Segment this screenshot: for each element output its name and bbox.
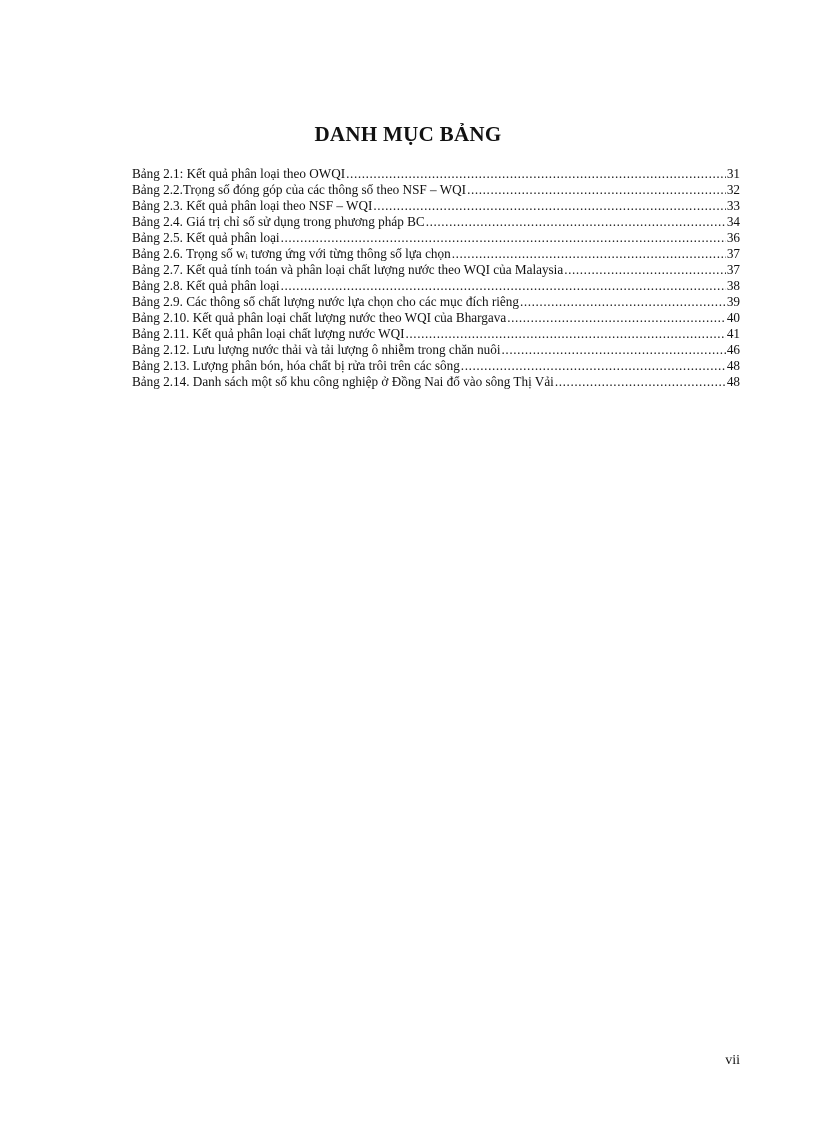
entry-page: 39 <box>726 294 740 309</box>
entry-page: 37 <box>726 262 740 277</box>
entry-label: Bảng 2.8. Kết quả phân loại <box>132 278 280 293</box>
dot-leader <box>564 262 726 278</box>
entry-page: 31 <box>726 166 740 181</box>
entry-page: 37 <box>726 246 740 261</box>
entry-page: 48 <box>726 358 740 373</box>
entry-label: Bảng 2.2.Trọng số đóng góp của các thông số theo NSF – WQI <box>132 182 467 197</box>
dot-leader <box>507 310 726 326</box>
dot-leader <box>461 358 726 374</box>
entry-page: 40 <box>726 310 740 325</box>
entry-page: 48 <box>726 374 740 389</box>
entry-label: Bảng 2.12. Lưu lượng nước thải và tải lượng ô nhiễm trong chăn nuôi <box>132 342 501 357</box>
entry-label: Bảng 2.4. Giá trị chỉ số sử dụng trong phương pháp BC <box>132 214 425 229</box>
dot-leader <box>452 246 726 262</box>
entry-page: 46 <box>726 342 740 357</box>
dot-leader <box>281 278 726 294</box>
list-item[interactable] <box>132 198 740 214</box>
entry-label: Bảng 2.11. Kết quả phân loại chất lượng nước WQI <box>132 326 405 341</box>
entry-label: Bảng 2.13. Lượng phân bón, hóa chất bị rửa trôi trên các sông <box>132 358 460 373</box>
entry-page: 34 <box>726 214 740 229</box>
list-item[interactable] <box>132 342 740 358</box>
entry-label: Bảng 2.5. Kết quả phân loại <box>132 230 280 245</box>
entry-label: Bảng 2.3. Kết quả phân loại theo NSF – WQI <box>132 198 373 213</box>
list-item[interactable] <box>132 262 740 278</box>
list-item[interactable] <box>132 182 740 198</box>
entry-label: Bảng 2.14. Danh sách một số khu công nghiệp ở Đồng Nai đổ vào sông Thị Vải <box>132 374 554 389</box>
page-title: DANH MỤC BẢNG <box>314 122 502 146</box>
list-item[interactable] <box>132 294 740 310</box>
list-item[interactable] <box>132 374 740 390</box>
entry-page: 32 <box>726 182 740 197</box>
entry-label: Bảng 2.10. Kết quả phân loại chất lượng nước theo WQI của Bhargava <box>132 310 507 325</box>
entry-label: Bảng 2.6. Trọng số wᵢ tương ứng với từng thông số lựa chọn <box>132 246 451 261</box>
entry-label: Bảng 2.1: Kết quả phân loại theo OWQI <box>132 166 346 181</box>
dot-leader <box>373 198 725 214</box>
dot-leader <box>502 342 726 358</box>
dot-leader <box>520 294 726 310</box>
dot-leader <box>467 182 726 198</box>
entry-page: 41 <box>726 326 740 341</box>
entry-label: Bảng 2.9. Các thông số chất lượng nước lựa chọn cho các mục đích riêng <box>132 294 519 309</box>
entry-page: 36 <box>726 230 740 245</box>
list-item[interactable] <box>132 230 740 246</box>
entry-label: Bảng 2.7. Kết quả tính toán và phân loại chất lượng nước theo WQI của Malaysia <box>132 262 564 277</box>
page-number: vii <box>725 1053 740 1068</box>
list-item[interactable] <box>132 358 740 374</box>
entry-page: 38 <box>726 278 740 293</box>
entry-page: 33 <box>726 198 740 213</box>
list-item[interactable] <box>132 326 740 342</box>
list-item[interactable] <box>132 166 740 182</box>
list-item[interactable] <box>132 310 740 326</box>
list-item[interactable] <box>132 278 740 294</box>
list-item[interactable] <box>132 214 740 230</box>
dot-leader <box>555 374 726 390</box>
dot-leader <box>406 326 726 342</box>
table-list <box>132 166 740 390</box>
dot-leader <box>281 230 726 246</box>
list-item[interactable] <box>132 246 740 262</box>
dot-leader <box>426 214 726 230</box>
dot-leader <box>346 166 726 182</box>
